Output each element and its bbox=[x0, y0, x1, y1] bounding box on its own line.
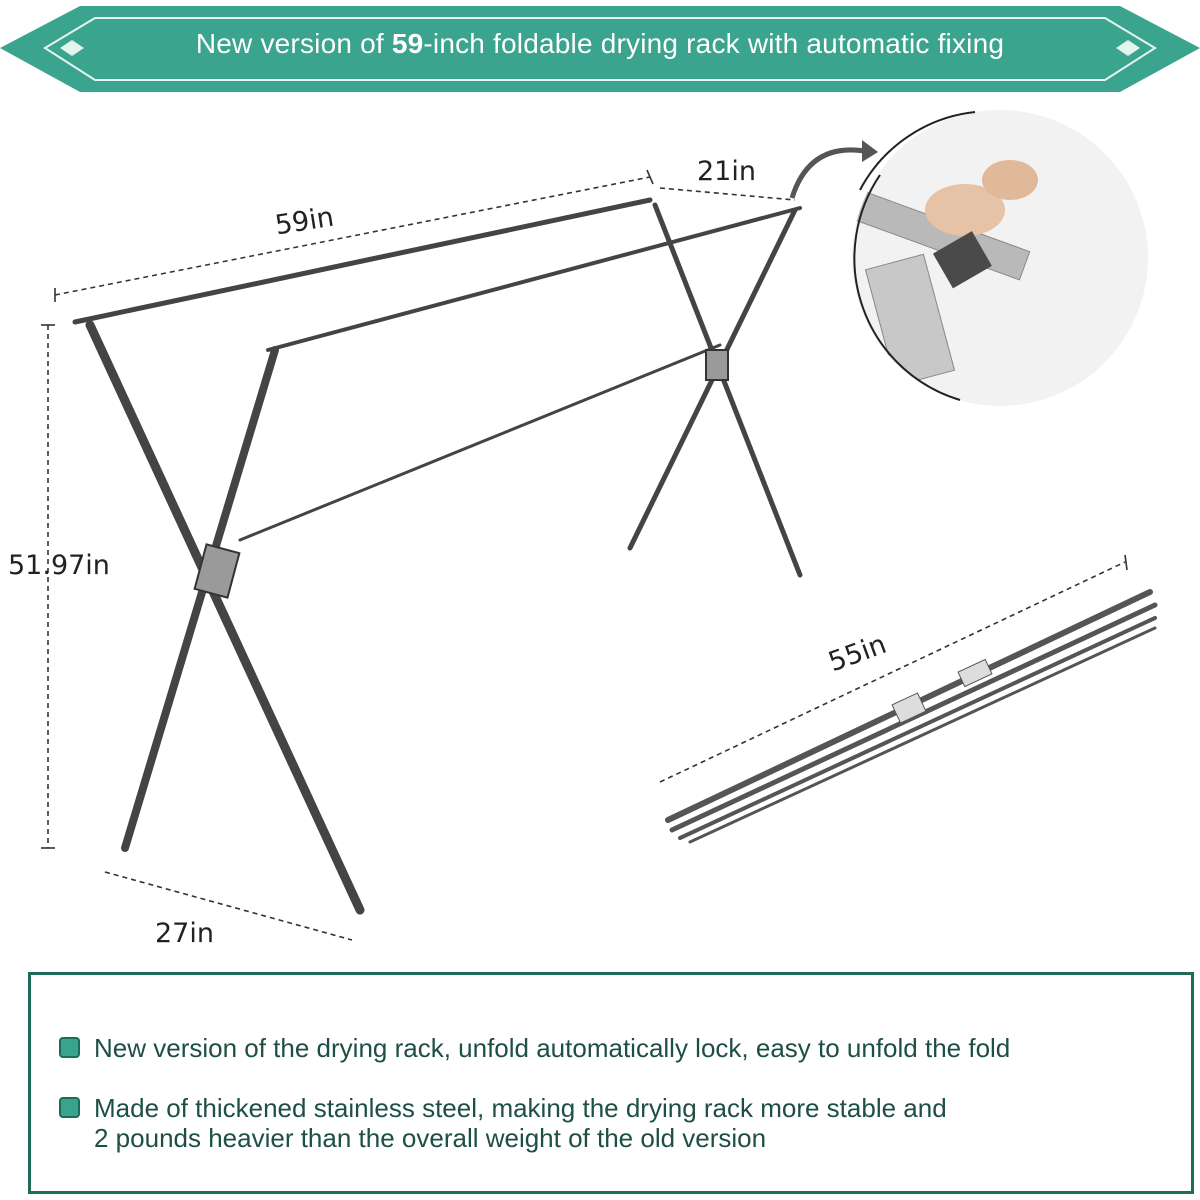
feature-text: New version of the drying rack, unfold automatically lock, easy to unfold the fold bbox=[94, 1033, 1011, 1063]
rack-diagram bbox=[0, 100, 1200, 970]
title-suffix: -inch foldable drying rack with automatic fixing bbox=[423, 28, 1005, 59]
base-label: 27in bbox=[155, 918, 214, 949]
bullet-icon bbox=[59, 1037, 80, 1058]
top-bar-back bbox=[268, 208, 800, 350]
width-label: 21in bbox=[697, 156, 756, 187]
height-label: 51.97in bbox=[8, 550, 110, 581]
length-label: 59in bbox=[272, 201, 337, 242]
front-leg-b bbox=[125, 350, 275, 848]
header-banner bbox=[0, 0, 1200, 100]
back-leg-a bbox=[655, 205, 800, 575]
base-dimension-line bbox=[105, 872, 352, 940]
page-title bbox=[0, 28, 1200, 60]
rack-illustration bbox=[0, 100, 1200, 970]
folded-length-label: 55in bbox=[824, 628, 891, 679]
curved-arrow-icon bbox=[792, 150, 870, 198]
width-dimension-line bbox=[660, 188, 795, 200]
top-bar-front bbox=[75, 200, 650, 322]
feature-text: Made of thickened stainless steel, making the drying rack more stable and bbox=[94, 1093, 947, 1123]
feature-item bbox=[59, 1093, 947, 1153]
length-dimension-line bbox=[55, 177, 650, 295]
title-number: 59 bbox=[391, 28, 424, 59]
title-prefix: New version of bbox=[195, 28, 392, 59]
feature-text-continued: 2 pounds heavier than the overall weight of the old version bbox=[94, 1123, 767, 1153]
hand-lock-detail-icon bbox=[850, 110, 1150, 410]
bullet-icon bbox=[59, 1097, 80, 1118]
feature-item bbox=[59, 1033, 1010, 1063]
feature-box bbox=[28, 972, 1194, 1194]
